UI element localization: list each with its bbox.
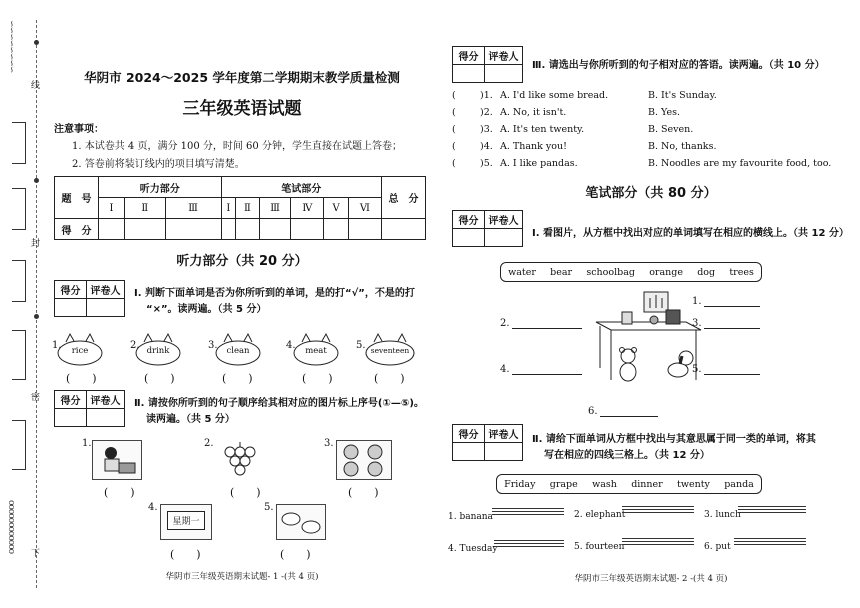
q1-answer-3[interactable]: ( ) xyxy=(222,372,253,385)
binding-dot xyxy=(34,178,39,183)
score-table-numeral: Ⅳ xyxy=(291,198,324,219)
w2-instruction-line-2: 写在相应的四线三格上。（共 12 分） xyxy=(544,450,710,461)
q3-option-a: A. No, it isn't. xyxy=(500,107,567,118)
w2-item-3: 3. lunch xyxy=(704,510,741,520)
w1-word: orange xyxy=(649,266,683,278)
w1-scene-drawing xyxy=(566,290,726,400)
score-table-label-score: 得 分 xyxy=(55,219,99,240)
w1-word: water xyxy=(508,266,536,278)
w2-word: twenty xyxy=(677,478,710,490)
q1-word-2: drink xyxy=(146,346,170,356)
grader-score-label: 得分 xyxy=(55,391,87,409)
w1-label-1: 1. xyxy=(692,296,702,307)
w1-blank-4[interactable] xyxy=(512,374,582,375)
grader-marker-label: 评卷人 xyxy=(485,425,523,443)
w1-label-3: 3. xyxy=(692,318,702,329)
q3-paren[interactable]: ( xyxy=(452,158,456,169)
binding-chain-bottom: oooooooooooo xyxy=(6,500,16,554)
binding-bracket xyxy=(12,188,26,230)
score-cell[interactable] xyxy=(99,219,125,240)
q1-word-1: rice xyxy=(71,346,89,356)
score-cell-total[interactable] xyxy=(382,219,426,240)
q2-num-5: 5. xyxy=(264,502,274,513)
grader-box-w2 xyxy=(452,424,523,461)
orange-picture xyxy=(650,316,658,324)
score-table-numeral: Ⅲ xyxy=(165,198,221,219)
schoolbag-picture xyxy=(666,310,680,324)
binding-margin xyxy=(0,0,48,608)
grader-score-cell[interactable] xyxy=(453,65,485,83)
page-1 xyxy=(52,0,432,608)
w1-word-bank xyxy=(500,262,762,282)
grader-marker-cell[interactable] xyxy=(485,443,523,461)
q1-num-5: 5. xyxy=(356,340,366,351)
binding-label-xian: 线 xyxy=(29,80,39,89)
listening-heading: 听力部分（共 20 分） xyxy=(176,254,308,269)
binding-bracket xyxy=(12,330,26,380)
grader-box-w1 xyxy=(452,210,523,247)
score-cell[interactable] xyxy=(236,219,259,240)
score-table-numeral: Ⅲ xyxy=(259,198,291,219)
q3-row-4 xyxy=(452,141,852,158)
page-1-footer: 华阴市三年级英语期末试题- 1 -(共 4 页) xyxy=(165,572,319,582)
q3-num: )2. xyxy=(480,107,493,118)
q2-num-3: 3. xyxy=(324,438,334,449)
w2-word: wash xyxy=(592,478,617,490)
q3-option-a: A. I'd like some bread. xyxy=(500,90,609,101)
q3-num: )4. xyxy=(480,141,493,152)
q2-picture-5-sheep xyxy=(276,504,326,540)
page-2-footer: 华阴市三年级英语期末试题- 2 -(共 4 页) xyxy=(574,574,728,584)
notice-heading: 注意事项： xyxy=(54,124,104,135)
w2-word-bank xyxy=(496,474,762,494)
score-cell[interactable] xyxy=(291,219,324,240)
binding-bracket xyxy=(12,122,26,164)
binding-bracket xyxy=(12,260,26,302)
w1-label-5: 5. xyxy=(692,364,702,375)
w1-label-2: 2. xyxy=(500,318,510,329)
score-table-label-number: 题 号 xyxy=(55,177,99,219)
w2-item-4: 4. Tuesday xyxy=(448,544,498,554)
bear-picture xyxy=(620,348,637,382)
w2-writing-lines-6[interactable] xyxy=(734,536,806,545)
q1-num-1: 1. xyxy=(52,340,62,351)
grader-marker-label: 评卷人 xyxy=(485,47,523,65)
w1-word: trees xyxy=(729,266,754,278)
q2-num-4: 4. xyxy=(148,502,158,513)
q2-picture-1-girl-washing xyxy=(92,440,142,480)
w1-word: dog xyxy=(697,266,716,278)
q1-answer-4[interactable]: ( ) xyxy=(302,372,333,385)
grader-score-cell[interactable] xyxy=(55,409,87,427)
w2-writing-lines-1[interactable] xyxy=(492,506,564,515)
score-table xyxy=(54,176,426,240)
grader-score-cell[interactable] xyxy=(55,299,87,317)
q2-answer-5[interactable]: ( ) xyxy=(280,548,311,561)
q3-row-5 xyxy=(452,158,852,175)
w1-label-4: 4. xyxy=(500,364,510,375)
written-heading: 笔试部分（共 80 分） xyxy=(585,186,717,201)
score-table-numeral: Ⅱ xyxy=(236,198,259,219)
grader-marker-cell[interactable] xyxy=(485,65,523,83)
q3-paren[interactable]: ( xyxy=(452,124,456,135)
q2-picture-3-food-plates xyxy=(336,440,392,480)
notice-item-2: 2. 答卷前将装订线内的项目填写清楚。 xyxy=(72,159,245,170)
grader-score-label: 得分 xyxy=(453,211,485,229)
q3-num: )3. xyxy=(480,124,493,135)
score-table-written-header: 笔试部分 xyxy=(221,177,382,198)
notice-item-1: 1. 本试卷共 4 页，满分 100 分，时间 60 分钟，学生直接在试题上答卷； xyxy=(72,141,402,152)
score-table-listening-header: 听力部分 xyxy=(99,177,222,198)
w2-writing-lines-3[interactable] xyxy=(738,504,806,513)
binding-dot xyxy=(34,40,39,45)
grader-marker-label: 评卷人 xyxy=(87,281,125,299)
exam-title: 华阴市 2024～2025 学年度第二学期期末教学质量检测 xyxy=(84,70,400,85)
q2-num-1: 1. xyxy=(82,438,92,449)
binding-label-mi: 密 xyxy=(29,392,39,401)
grader-box-q2 xyxy=(54,390,125,427)
score-table-numeral: Ⅴ xyxy=(324,198,349,219)
grader-marker-label: 评卷人 xyxy=(485,211,523,229)
grader-score-cell[interactable] xyxy=(453,229,485,247)
dog-picture xyxy=(668,351,693,377)
binding-dot xyxy=(34,314,39,319)
q2-answer-2[interactable]: ( ) xyxy=(230,486,261,499)
q1-answer-5[interactable]: ( ) xyxy=(374,372,405,385)
grader-marker-cell[interactable] xyxy=(87,299,125,317)
q2-picture-4-calendar xyxy=(160,504,212,540)
q3-num: )1. xyxy=(480,90,493,101)
binding-bracket xyxy=(12,420,26,470)
w2-word: Friday xyxy=(504,478,536,490)
w2-instruction-line-1: Ⅱ. 请给下面单词从方框中找出与其意思属于同一类的单词，将其 xyxy=(532,434,816,445)
score-table-total-header: 总 分 xyxy=(382,177,426,219)
binding-label-xia: 下 xyxy=(29,548,39,557)
q3-row-3 xyxy=(452,124,852,141)
q2-answer-1[interactable]: ( ) xyxy=(104,486,135,499)
w2-writing-lines-5[interactable] xyxy=(622,536,694,545)
q1-instruction-line-1: Ⅰ. 判断下面单词是否为你所听到的单词，是的打“√”，不是的打 xyxy=(134,288,415,299)
q2-instruction-line-2: 读两遍。（共 5 分） xyxy=(146,414,235,425)
grader-score-label: 得分 xyxy=(453,425,485,443)
q1-word-3: clean xyxy=(226,346,250,356)
q3-option-b: B. Yes. xyxy=(648,107,680,118)
score-table-numeral: Ⅱ xyxy=(124,198,165,219)
q3-option-a: A. Thank you! xyxy=(500,141,567,152)
w1-scene-picture xyxy=(566,290,726,400)
grader-score-label: 得分 xyxy=(55,281,87,299)
calendar-label: 星期一 xyxy=(167,511,205,530)
q3-option-a: A. It's ten twenty. xyxy=(500,124,585,135)
q3-option-b: B. No, thanks. xyxy=(648,141,717,152)
q3-row-2 xyxy=(452,107,852,124)
w1-blank-1[interactable] xyxy=(704,306,760,307)
q3-option-a: A. I like pandas. xyxy=(500,158,578,169)
w2-item-6: 6. put xyxy=(704,542,731,552)
w2-item-2: 2. elephant xyxy=(574,510,626,520)
score-cell[interactable] xyxy=(348,219,381,240)
q1-num-4: 4. xyxy=(286,340,296,351)
grader-marker-cell[interactable] xyxy=(87,409,125,427)
score-table-numeral: Ⅰ xyxy=(221,198,236,219)
w1-label-6: 6. xyxy=(588,406,598,417)
w2-item-1: 1. banana xyxy=(448,512,493,522)
q1-word-5: seventeen xyxy=(370,346,410,355)
grader-score-cell[interactable] xyxy=(453,443,485,461)
q3-option-b: B. It's Sunday. xyxy=(648,90,717,101)
binding-label-feng: 封 xyxy=(29,238,39,247)
w1-blank-3[interactable] xyxy=(704,328,760,329)
w1-word: bear xyxy=(550,266,573,278)
w2-writing-lines-4[interactable] xyxy=(494,538,564,547)
grader-marker-label: 评卷人 xyxy=(87,391,125,409)
water-glass xyxy=(622,312,632,324)
q1-word-4: meat xyxy=(305,346,327,356)
score-cell[interactable] xyxy=(259,219,291,240)
q2-num-2: 2. xyxy=(204,438,214,449)
q1-num-3: 3. xyxy=(208,340,218,351)
score-table-numeral: Ⅰ xyxy=(99,198,125,219)
page-2 xyxy=(446,0,856,608)
grader-score-label: 得分 xyxy=(453,47,485,65)
exam-subtitle: 三年级英语试题 xyxy=(182,99,302,119)
q2-answer-3[interactable]: ( ) xyxy=(348,486,379,499)
binding-dashed-line xyxy=(36,20,37,588)
q3-num: )5. xyxy=(480,158,493,169)
q2-picture-2-grapes xyxy=(220,440,256,480)
w2-writing-lines-2[interactable] xyxy=(622,504,694,513)
score-cell[interactable] xyxy=(221,219,236,240)
q2-answer-4[interactable]: ( ) xyxy=(170,548,201,561)
grader-marker-cell[interactable] xyxy=(485,229,523,247)
w2-word: dinner xyxy=(631,478,663,490)
score-table-numeral: Ⅵ xyxy=(348,198,381,219)
q1-answer-1[interactable]: ( ) xyxy=(66,372,97,385)
q1-num-2: 2. xyxy=(130,340,140,351)
grader-box-q1 xyxy=(54,280,125,317)
score-cell[interactable] xyxy=(324,219,349,240)
q3-instruction: Ⅲ. 请选出与你所听到的句子相对应的答语。读两遍。（共 10 分） xyxy=(532,60,825,71)
grader-box-q3 xyxy=(452,46,523,83)
q3-paren[interactable]: ( xyxy=(452,107,456,118)
q3-items xyxy=(452,90,852,175)
w1-blank-2[interactable] xyxy=(512,328,582,329)
q3-paren[interactable]: ( xyxy=(452,141,456,152)
score-cell[interactable] xyxy=(165,219,221,240)
w2-item-5: 5. fourteen xyxy=(574,542,625,552)
q3-option-b: B. Noodles are my favourite food, too. xyxy=(648,158,832,169)
q3-paren[interactable]: ( xyxy=(452,90,456,101)
w1-instruction: Ⅰ. 看图片，从方框中找出对应的单词填写在相应的横线上。（共 12 分） xyxy=(532,228,849,239)
w1-blank-6[interactable] xyxy=(600,416,658,417)
q3-row-1 xyxy=(452,90,852,107)
score-cell[interactable] xyxy=(124,219,165,240)
q1-instruction-line-2: “×”。读两遍。（共 5 分） xyxy=(146,304,267,315)
w2-word: grape xyxy=(549,478,578,490)
w1-blank-5[interactable] xyxy=(704,374,760,375)
binding-chain-top: ∽∽∽∽∽∽∽∽ xyxy=(6,20,16,73)
q1-answer-2[interactable]: ( ) xyxy=(144,372,175,385)
w2-word: panda xyxy=(724,478,754,490)
q3-option-b: B. Seven. xyxy=(648,124,694,135)
w1-word: schoolbag xyxy=(586,266,635,278)
q2-instruction-line-1: Ⅱ. 请按你所听到的句子顺序给其相对应的图片标上序号(①—⑤)。 xyxy=(134,398,424,409)
